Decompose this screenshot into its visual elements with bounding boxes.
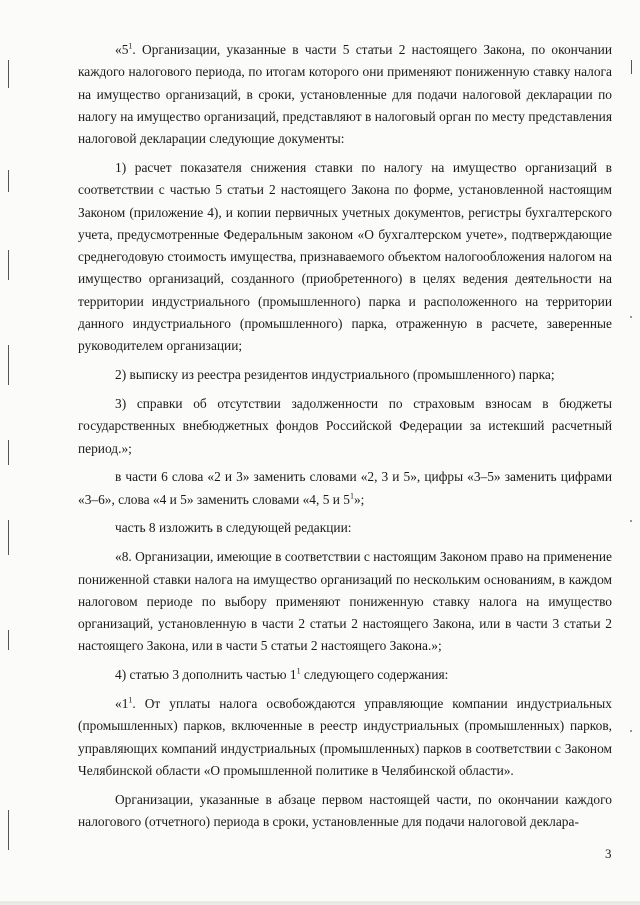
scan-mark <box>8 440 9 465</box>
paragraph-part-8: «8. Организации, имеющие в соответствии с настоящим Законом право на применение пониженной ставки налога на имущество организаций по нескольким основаниям, в каждом налоговом периоде по выбору применяют пониженную ставку налога на имущество организаций, установленную в части 2 статьи 2 настоящего Закона, или в части 3 статьи 2 настоящего Закона, или в части 5 статьи 2 настоящего Закона.»; <box>78 549 612 654</box>
paragraph-part-6: в части 6 слова «2 и 3» заменить словами «2, 3 и 5», цифры «3–5» заменить цифрами «3–6», слова «4 и 5» заменить словами «4, 5 и $5^1$»; <box>78 469 612 507</box>
paragraph-1-1: «$1^1$. От уплаты налога освобождаются управляющие компании индустриальных (промышленных) парков, включенные в реестр индустриальных (промышленных) парков, управляющих компаний индустриальных (промышленных) парков в соответствии с Законом Челябинской области «О промышленной политике в Челябинской области». <box>78 695 612 778</box>
paragraph-part-8-intro: часть 8 изложить в следующей редакции: <box>115 520 352 536</box>
scan-mark <box>8 170 9 192</box>
scan-mark <box>8 630 9 650</box>
paragraph-item-2: 2) выписку из реестра резидентов индустриального (промышленного) парка; <box>115 367 555 383</box>
scan-edge <box>0 901 640 905</box>
paragraph-organizations: Организации, указанные в абзаце первом настоящей части, по окончании каждого налогового (отчетного) периода в сроки, установленные для подачи налоговой деклара- <box>78 791 612 829</box>
scan-dot <box>630 520 632 522</box>
document-body <box>78 39 612 840</box>
scan-mark <box>631 60 632 74</box>
paragraph-item-1: 1) расчет показателя снижения ставки по налогу на имущество организаций в соответствии с частью 5 статьи 2 настоящего Закона по форме, установленной настоящим Законом (приложение 4), и копии первичных учетных документов, регистры бухгалтерского учета, предусмотренные Федеральным законом «О бухгалтерском учете», подтверждающие среднегодовую стоимость имущества, признаваемого объектом налогообложения налогом на имущество организаций, созданного (приобретенного) в целях ведения деятельности на территории индустриального (промышленного) парка и расположенного на территории данного индустриального (промышленного) парка, отраженную в расчете, заверенные руководителем организации; <box>78 159 612 354</box>
paragraph-item-4: 4) статью 3 дополнить частью $1^1$ следующего содержания: <box>115 666 449 683</box>
scan-mark <box>8 520 9 555</box>
paragraph-5-1: «$5^1$. Организации, указанные в части 5 статьи 2 настоящего Закона, по окончании каждого налогового периода, по итогам которого они применяют пониженную ставку налога на имущество организаций, в сроки, установленные для подачи налоговой декларации по налогу на имущество организаций, представляют в налоговый орган по месту представления налоговой декларации следующие документы: <box>78 41 612 147</box>
scan-mark <box>8 345 9 385</box>
scan-mark <box>8 250 9 280</box>
scan-dot <box>630 730 632 732</box>
paragraph-item-3: 3) справки об отсутствии задолженности по страховым взносам в бюджеты государственных внебюджетных фондов Российской Федерации за истекший расчетный период.»; <box>78 395 612 456</box>
scan-dot <box>630 316 632 318</box>
scan-mark <box>8 60 9 88</box>
scan-mark <box>8 810 9 850</box>
page-number: 3 <box>605 846 612 861</box>
